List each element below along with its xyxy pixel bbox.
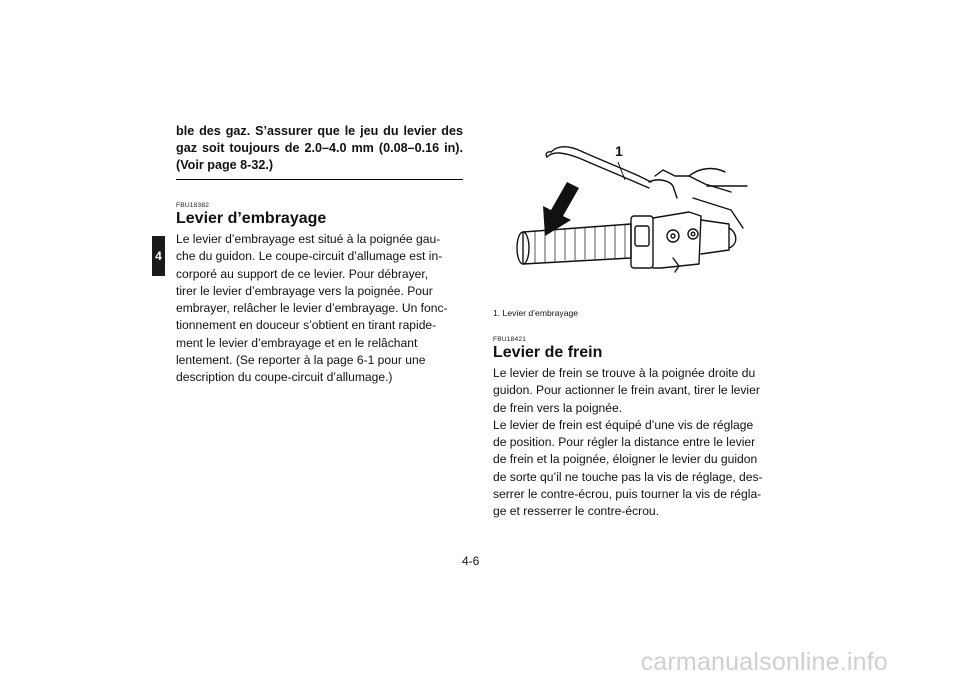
switch-housing bbox=[631, 216, 653, 268]
section-body-brake: Le levier de frein se trouve à la poignée droite du guidon. Pour actionner le frein avant, tirer le levier de frein vers la poignée. Le levier de frein est équipé d’une vis de réglage de position. Pour régler la distance entre le levier de frein et la poignée, éloigner le levier du guidon de sorte qu’il ne touche pas la vis de réglage, des- serrer le contre-écrou, puis tourner la vis de régla- ge et resserrer le contre-écrou. bbox=[493, 366, 763, 519]
chapter-tab: 4 bbox=[152, 236, 165, 276]
section-title-clutch: Levier d’embrayage bbox=[176, 210, 327, 227]
handlebar-drawing bbox=[493, 140, 779, 300]
left-column bbox=[176, 123, 463, 387]
clutch-lever-illustration bbox=[493, 140, 779, 300]
page-number: 4-6 bbox=[462, 554, 480, 568]
section-title-brake: Levier de frein bbox=[493, 344, 603, 361]
watermark: carmanualsonline.info bbox=[640, 648, 888, 676]
right-column bbox=[493, 140, 779, 521]
section-code-brake: FBU18421 bbox=[493, 336, 527, 343]
screw-icon bbox=[667, 230, 679, 242]
section-body-clutch: Le levier d’embrayage est situé à la poignée gau- che du guidon. Le coupe-circuit d’allumage est in- corporé au support de ce levier. Pour débrayer, tirer le levier d’embrayage vers la poignée. Pour embrayer, relâcher le levier d’embrayage. Un fonc- tionnement en douceur s’obtient en tirant rapide- ment le levier d’embrayage et en le relâchant lentement. (Se reporter à la page 6-1 pour une description du coupe-circuit d’allumage.) bbox=[176, 232, 448, 385]
screw-icon-2 bbox=[688, 229, 698, 239]
lever-blade bbox=[551, 147, 651, 182]
section-code: FBU18382 bbox=[176, 202, 210, 209]
callout-number: 1 bbox=[615, 143, 623, 159]
intro-text: ble des gaz. S’assurer que le jeu du levier des gaz soit toujours de 2.0–4.0 mm (0.08–0.16 in). (Voir page 8-32.) bbox=[176, 123, 463, 180]
figure-caption: 1. Levier d’embrayage bbox=[493, 308, 579, 318]
